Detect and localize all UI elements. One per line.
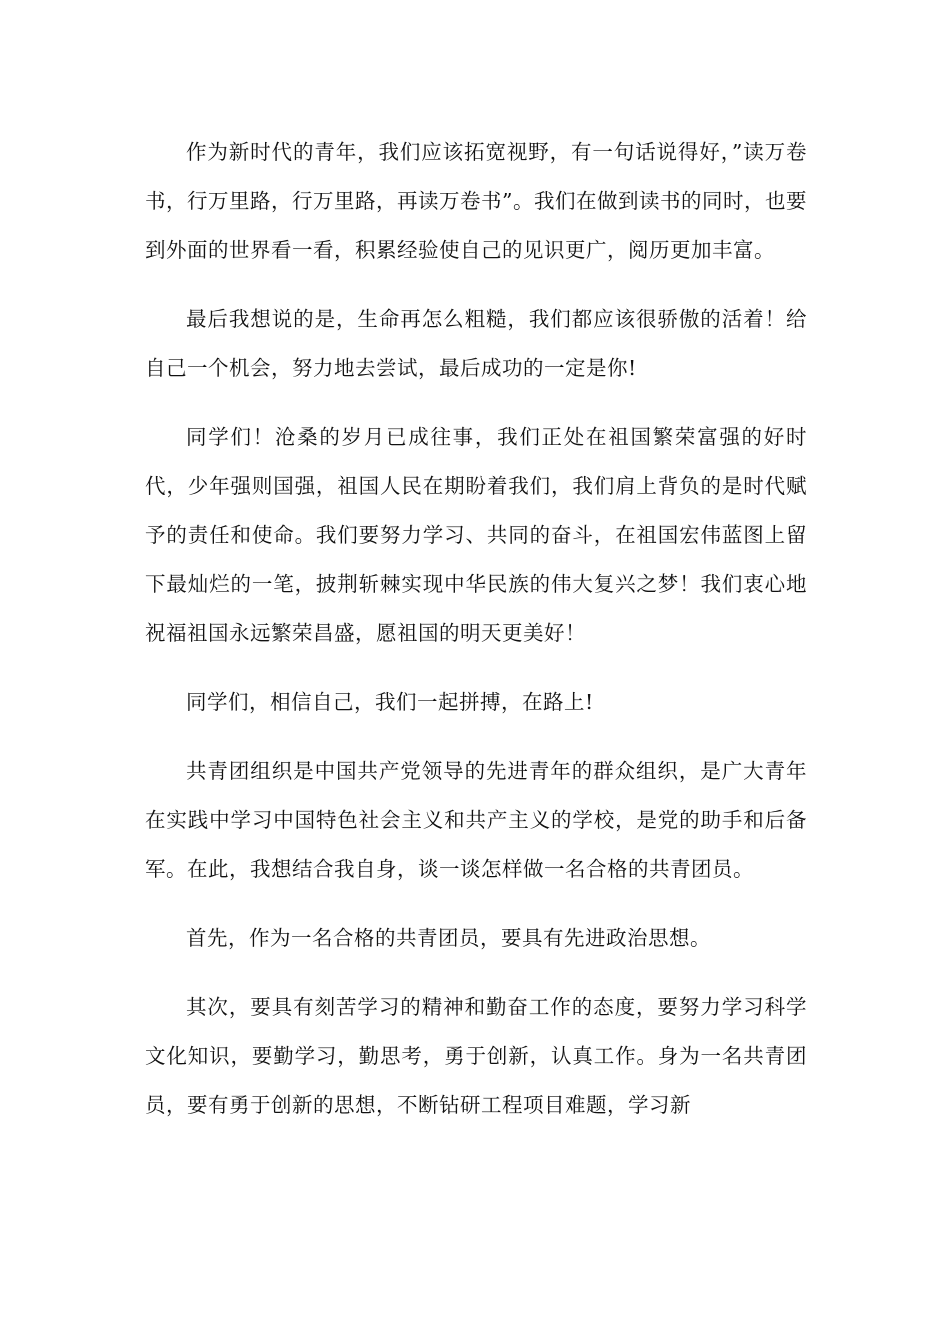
document-body bbox=[145, 128, 807, 1150]
paragraph-motherland: 同学们！沧桑的岁月已成往事，我们正处在祖国繁荣富强的好时代，少年强则国强，祖国人民在期盼着我们，我们肩上背负的是时代赋予的责任和使命。我们要努力学习、共同的奋斗，在祖国宏伟蓝图上留下最灿烂的一笔，披荆斩棘实现中华民族的伟大复兴之梦！我们衷心地祝福祖国永远繁荣昌盛，愿祖国的明天更美好！ bbox=[145, 425, 807, 645]
paragraph-second-study-work: 其次，要具有刻苦学习的精神和勤奋工作的态度，要努力学习科学文化知识，要勤学习，勤思考，勇于创新，认真工作。身为一名共青团员，要有勇于创新的思想，不断钻研工程项目难题，学习新 bbox=[145, 995, 807, 1117]
paragraph-live-proudly: 最后我想说的是，生命再怎么粗糙，我们都应该很骄傲的活着！给自己一个机会，努力地去尝试，最后成功的一定是你! bbox=[145, 307, 807, 380]
paragraph-broaden-horizons: 作为新时代的青年，我们应该拓宽视野，有一句话说得好，”读万卷书，行万里路，行万里路，再读万卷书”。我们在做到读书的同时，也要到外面的世界看一看，积累经验使自己的见识更广，阅历更加丰富。 bbox=[145, 140, 807, 262]
paragraph-first-political-thought: 首先，作为一名合格的共青团员，要具有先进政治思想。 bbox=[186, 926, 711, 950]
paragraph-believe-yourself: 同学们，相信自己，我们一起拼搏，在路上! bbox=[186, 690, 594, 714]
paragraph-youth-league-intro: 共青团组织是中国共产党领导的先进青年的群众组织，是广大青年在实践中学习中国特色社会主义和共产主义的学校，是党的助手和后备军。在此，我想结合我自身，谈一谈怎样做一名合格的共青团员。 bbox=[145, 759, 807, 881]
